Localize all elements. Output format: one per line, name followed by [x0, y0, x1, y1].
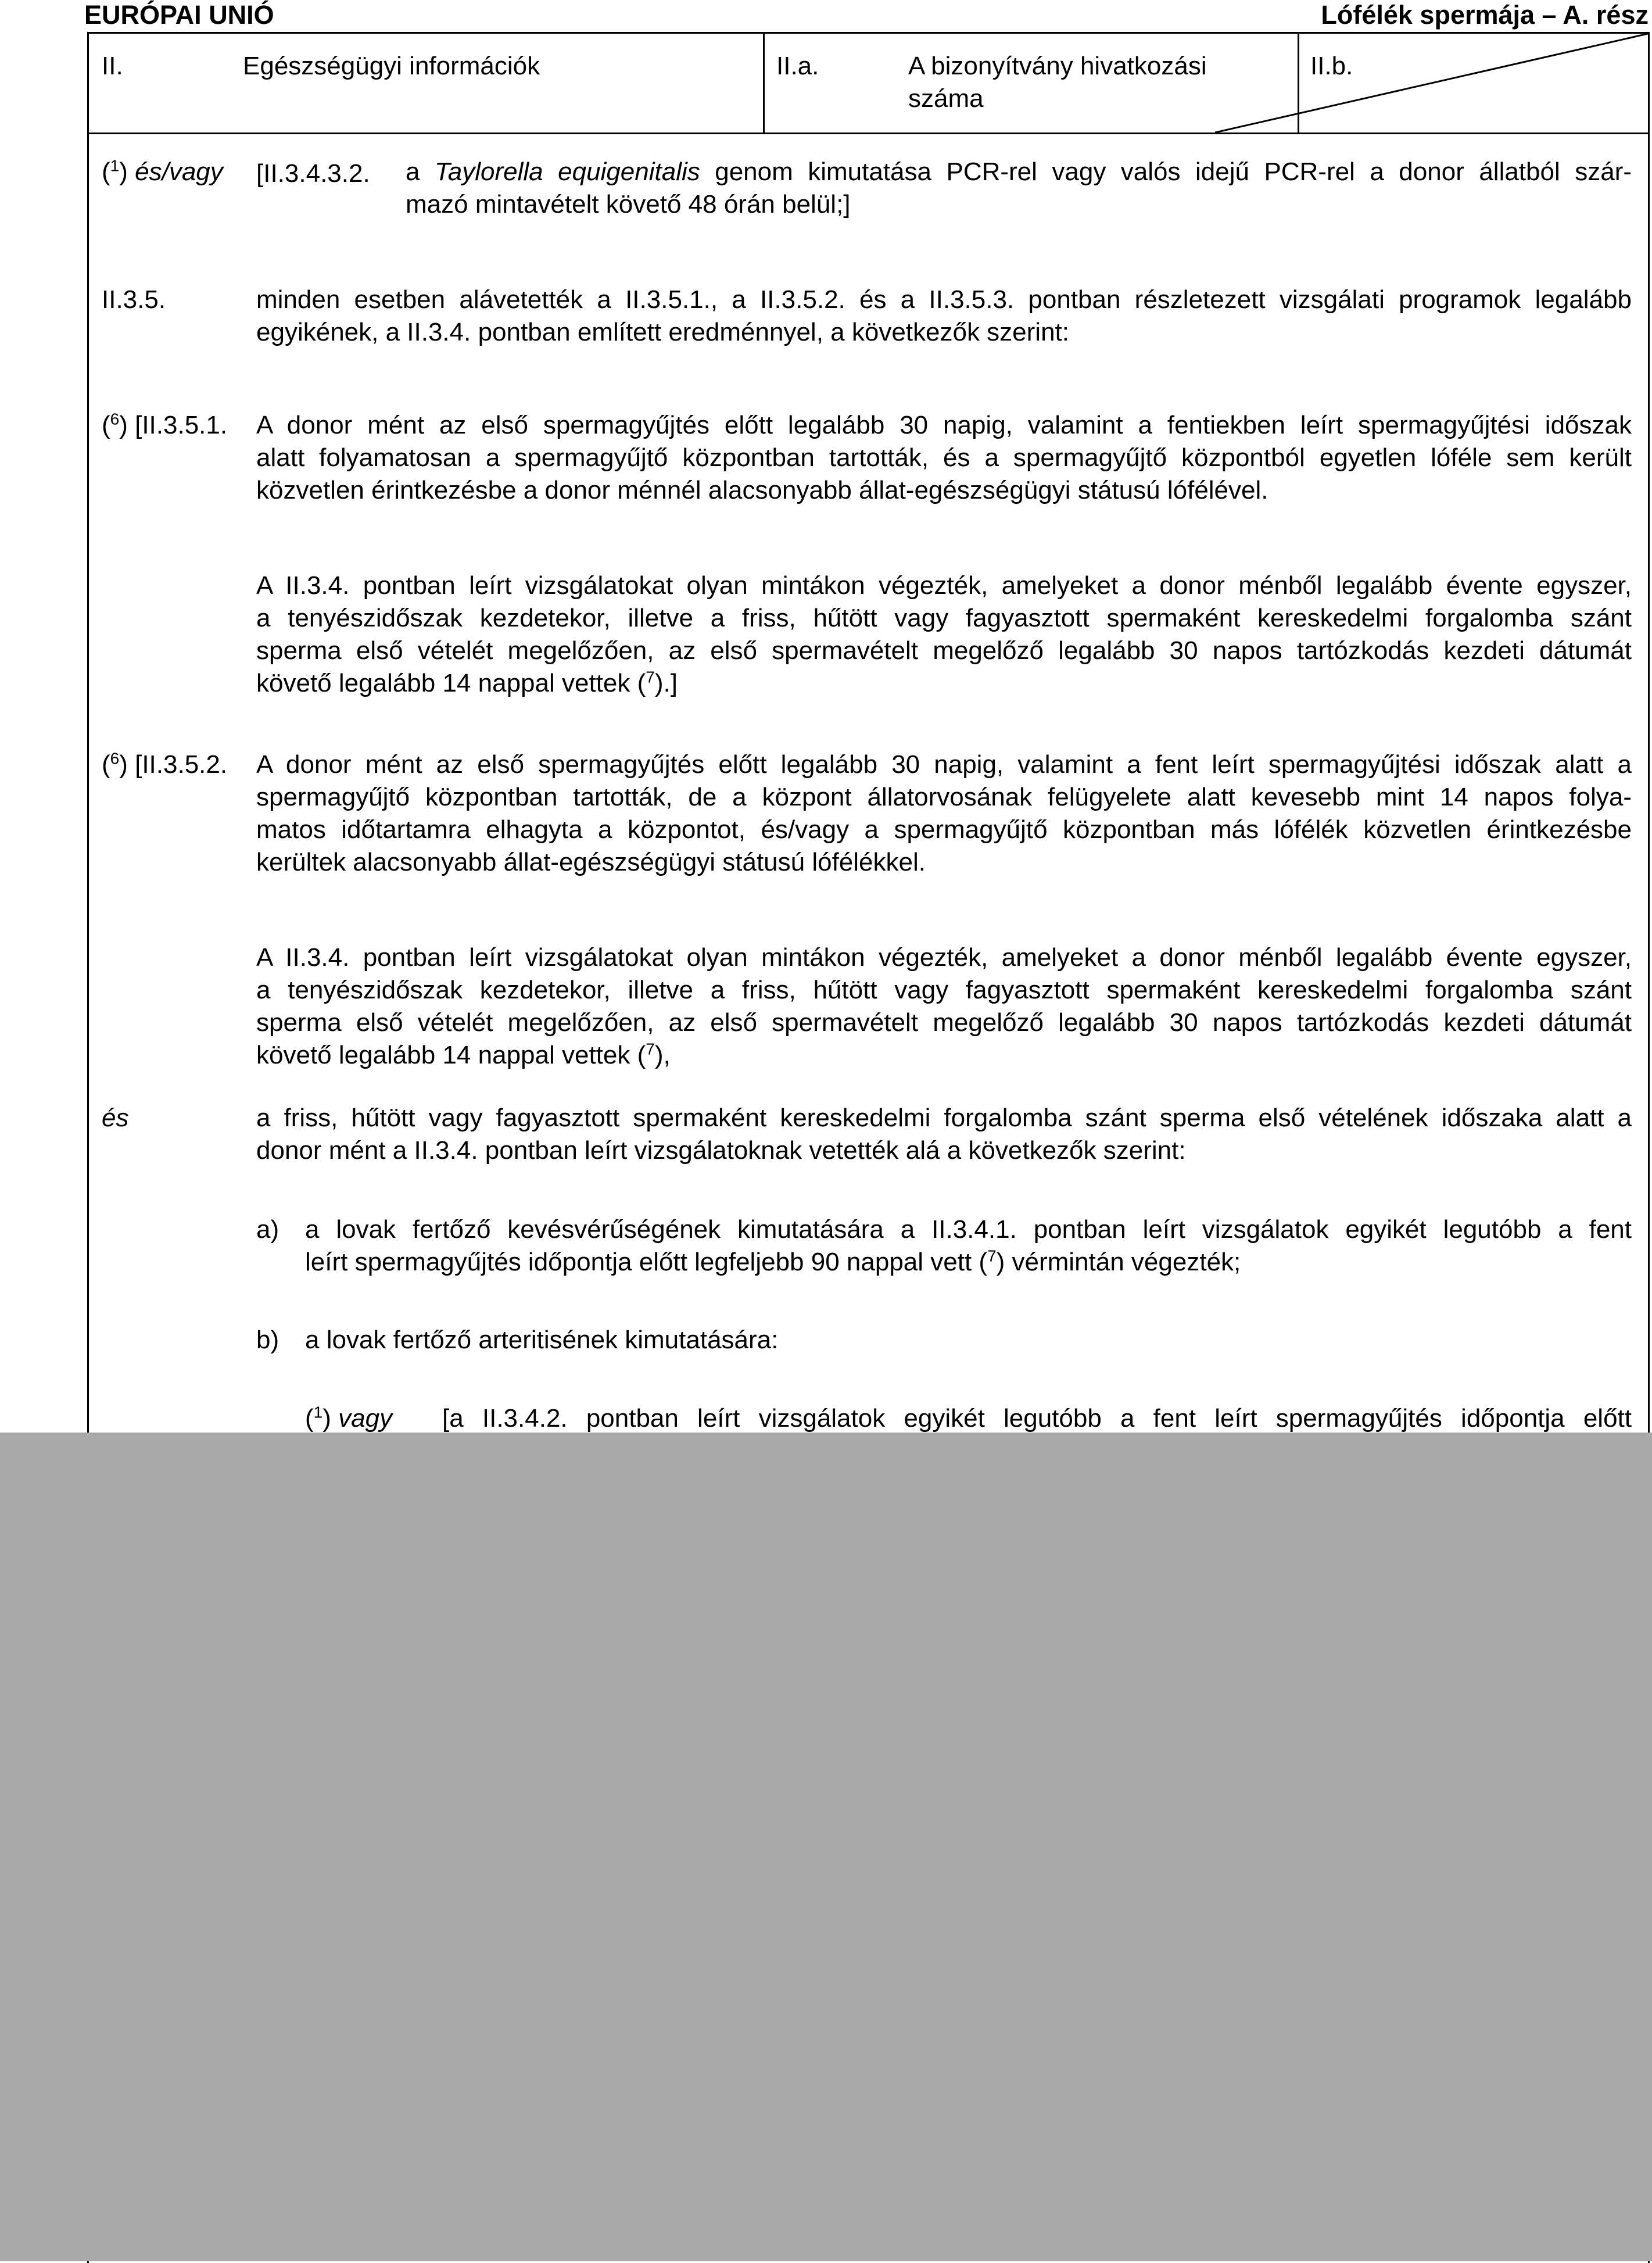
table-header	[89, 34, 1648, 134]
text-line: mazó mintavételt követő 48 órán belül;]	[406, 190, 851, 219]
ref-note: ($^6$) [II.3.5.2.	[102, 749, 228, 779]
header-right: Lófélék spermája – A. rész	[1321, 0, 1649, 30]
ref-note: és	[102, 1104, 129, 1132]
text-line: egyikének, a II.3.4. pontban említett eredménnyel, a következők szerint:	[256, 318, 1069, 346]
box-label: II.b.	[1310, 52, 1353, 80]
paragraph: a lovak fertőző kevésvérűségének kimutatására a II.3.4.1. pontban leírt vizsgálatok egyikét legutóbb a fent leírt spermagyűjtés időpontja előtt legfeljebb 90 nappal vett ($^7$) vérmintán végezték;	[305, 1215, 1632, 1276]
paragraph: A donor mént az első spermagyűjtés előtt legalább 30 napig, valamint a fentiekben leírt spermagyűjtési időszak alatt folyamatosan a spermagyűjtő központban tartották, és a spermagyűjtő központból egyetlen lóféle sem került közvetlen érintkezésbe a donor ménnél alacsonyabb állat-egészségügyi státusú lófélével.	[256, 411, 1632, 504]
row-code: II.3.5.	[102, 285, 166, 314]
paragraph: A II.3.4. pontban leírt vizsgálatokat olyan mintákon végezték, amelyeket a donor ménből legalább évente egyszer, a tenyészidőszak kezdetekor, illetve a friss, hűtött vagy fagyasztott spermaként kereskedelmi forgalomba szánt sperma első vételét megelőzően, az első spermavételt megelőző legalább 30 napos tartózkodás kezdeti dátumát követő legalább 14 nappal vettek ($^7$),	[256, 943, 1632, 1069]
paragraph: A donor mént az első spermagyűjtés előtt legalább 30 napig, valamint a fent leírt spermagyűjtési időszak alatt a spermagyűjtő központban tartották, de a központ állatorvosának felügyelete alatt kevesebb mint 14 napos folya- matos időtartamra elhagyta a központot, és/vagy a spermagyűjtő központban más lófélék közvetlen érintkezésbe kerültek alacsonyabb állat-egészségügyi státusú lófélékkel.	[256, 750, 1632, 876]
ref-title-line1: A bizonyítvány hivatkozási	[908, 52, 1207, 80]
row-code: [II.3.4.3.2.	[256, 159, 370, 188]
text-line: a Taylorella equigenitalis genom kimutatása PCR-rel vagy valós idejű PCR-rel a donor állatból szár-	[406, 157, 1632, 186]
list-label: b)	[256, 1326, 279, 1354]
ref-note: ($^6$) [II.3.5.1.	[102, 410, 228, 439]
header-left: EURÓPAI UNIÓ	[84, 0, 274, 30]
list-label: a)	[256, 1215, 279, 1244]
redaction-overlay	[0, 1433, 1652, 2261]
ref-note: ($^1$) vagy	[305, 1403, 393, 1433]
paragraph: [a II.3.4.2. pontban leírt vizsgálatok egyikét legutóbb a fent leírt spermagyűjtés időpontja előtt	[442, 1404, 1632, 1433]
column-divider	[763, 34, 765, 133]
ref-label: II.a.	[776, 52, 819, 80]
ref-note: ($^1$) és/vagy	[102, 156, 223, 186]
text-line: a lovak fertőző arteritisének kimutatására:	[305, 1326, 779, 1354]
section-number: II.	[102, 52, 123, 80]
diagonal-line	[1215, 34, 1648, 133]
paragraph: a friss, hűtött vagy fagyasztott spermaként kereskedelmi forgalomba szánt sperma első vételének időszaka alatt a donor mént a II.3.4. pontban leírt vizsgálatoknak vetették alá a következők szerint:	[256, 1104, 1632, 1165]
ref-title-line2: száma	[908, 84, 984, 113]
section-title: Egészségügyi információk	[243, 52, 540, 80]
text-line: minden esetben alávetették a II.3.5.1., a II.3.5.2. és a II.3.5.3. pontban részletezett vizsgálati programok legalább	[256, 285, 1632, 314]
paragraph: A II.3.4. pontban leírt vizsgálatokat olyan mintákon végezték, amelyeket a donor ménből legalább évente egyszer, a tenyészidőszak kezdetekor, illetve a friss, hűtött vagy fagyasztott spermaként kereskedelmi forgalomba szánt sperma első vételét megelőzően, az első spermavételt megelőző legalább 30 napos tartózkodás kezdeti dátumát követő legalább 14 nappal vettek ($^7$).]	[256, 571, 1632, 697]
